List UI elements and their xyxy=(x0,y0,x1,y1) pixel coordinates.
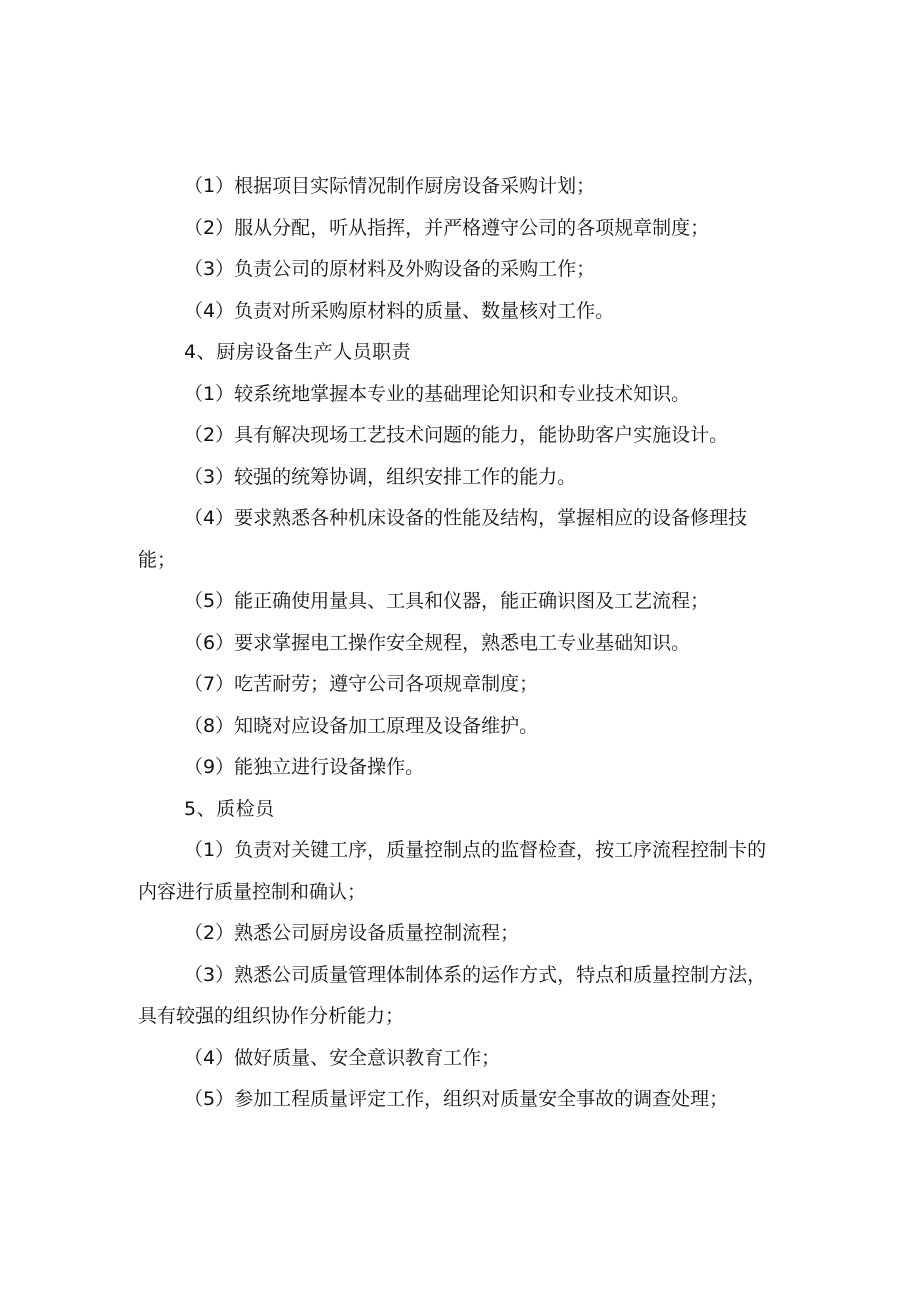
inspector-duty-4: （4）做好质量、安全意识教育工作； xyxy=(184,1046,501,1069)
purchasing-duty-4: （4）负责对所采购原材料的质量、数量核对工作。 xyxy=(184,299,615,322)
purchasing-duty-1: （1）根据项目实际情况制作厨房设备采购计划； xyxy=(184,175,596,197)
section-heading-production-staff: 4、厨房设备生产人员职责 xyxy=(184,341,412,363)
purchasing-duty-3: （3）负责公司的原材料及外购设备的采购工作； xyxy=(184,258,596,280)
production-duty-8: （8）知晓对应设备加工原理及设备维护。 xyxy=(184,714,539,737)
document-body xyxy=(138,166,778,1121)
production-duty-9: （9）能独立进行设备操作。 xyxy=(184,756,425,778)
production-duty-2: （2）具有解决现场工艺技术问题的能力，能协助客户实施设计。 xyxy=(184,424,729,446)
section-heading-quality-inspector: 5、质检员 xyxy=(184,797,275,820)
production-duty-5: （5）能正确使用量具、工具和仪器，能正确识图及工艺流程； xyxy=(184,590,710,612)
production-duty-1: （1）较系统地掌握本专业的基础理论知识和专业技术知识。 xyxy=(184,382,691,405)
production-duty-6: （6）要求掌握电工操作安全规程，熟悉电工专业基础知识。 xyxy=(184,631,691,654)
inspector-duty-2: （2）熟悉公司厨房设备质量控制流程； xyxy=(184,922,520,944)
inspector-duty-5: （5）参加工程质量评定工作，组织对质量安全事故的调查处理； xyxy=(184,1088,729,1110)
production-duty-7: （7）吃苦耐劳；遵守公司各项规章制度； xyxy=(184,673,539,695)
inspector-duty-1: （1）负责对关键工序，质量控制点的监督检查，按工序流程控制卡的内容进行质量控制和确认； xyxy=(138,839,767,903)
purchasing-duty-2: （2）服从分配，听从指挥，并严格遵守公司的各项规章制度； xyxy=(184,216,710,239)
inspector-duty-3: （3）熟悉公司质量管理体制体系的运作方式，特点和质量控制方法，具有较强的组织协作分析能力； xyxy=(138,963,767,1027)
production-duty-3: （3）较强的统筹协调，组织安排工作的能力。 xyxy=(184,465,577,488)
production-duty-4: （4）要求熟悉各种机床设备的性能及结构，掌握相应的设备修理技能； xyxy=(138,507,748,571)
